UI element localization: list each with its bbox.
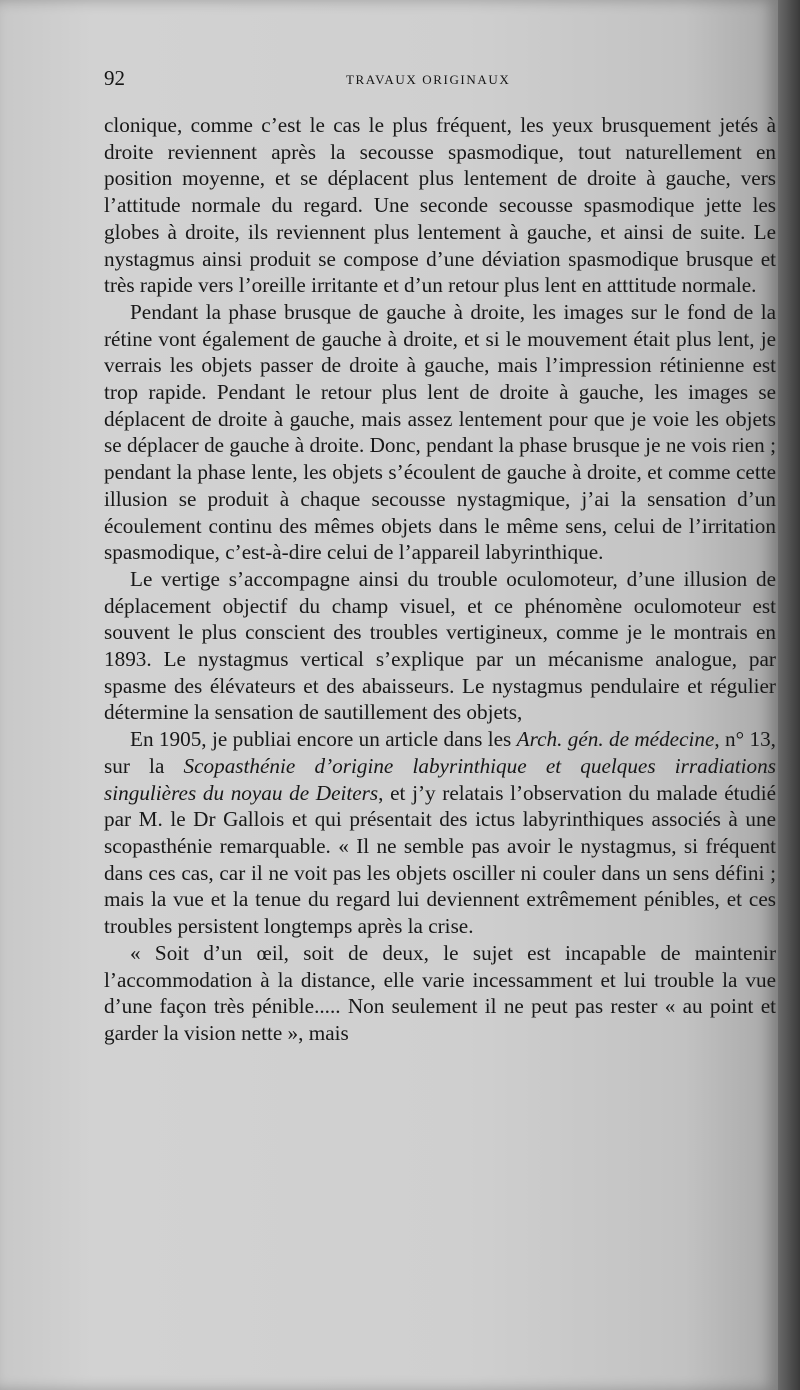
page-number: 92 [104, 66, 125, 90]
journal-reference: Arch. gén. de médecine [516, 727, 715, 752]
paragraph-quotation: « Soit d’un œil, soit de deux, le sujet est incapable de maintenir l’accommodation à la distance, elle varie incessamment et lui trouble la vue d’une façon très pénible..... Non seulement il ne peut pas rester « au point et garder la vision nette », mais [104, 940, 776, 1045]
running-title: TRAVAUX ORIGINAUX [346, 72, 511, 87]
paragraph-nystagmus-mechanism: clonique, comme c’est le cas le plus fréquent, les yeux brusquement jetés à droite reviennent après la secousse spasmodique, tout naturellement en position moyenne, et se déplacent plus lentement de droite à gauche, vers l’attitude normale du regard. Une seconde secousse spasmodique jette les globes à droite, ils reviennent plus lentement à gauche, et ainsi de suite. Le nystagmus ainsi produit se compose d’une déviation spasmodique brusque et très rapide vers l’oreille irritante et d’un retour plus lent en atttitude normale. [104, 113, 776, 298]
text-run: , et j’y relatais l’observation du malade étudié par M. le Dr Gallois et qui présentait des ictus labyrinthiques associés à une scopasthénie remarquable. « Il ne semble pas avoir le nystagmus, si fréquent dans ces cas, car il ne voit pas les objets osciller ni couler dans un sens défini ; mais la vue et la tenue du regard lui deviennent extrêmement pénibles, et ces troubles persistent longtemps après la crise. [104, 780, 776, 939]
article-title: Scopasthénie d’origine labyrinthique et quelques irradiations singulières du noyau de Deiters [104, 753, 776, 805]
page-edge [778, 0, 800, 1390]
paragraph-vertige: Le vertige s’accompagne ainsi du trouble oculomoteur, d’une illusion de déplacement objectif du champ visuel, et ce phénomène oculomoteur est souvent le plus conscient des troubles vertigineux, comme je le montrais en 1893. Le nystagmus vertical s’explique par un mécanisme analogue, par spasme des élévateurs et des abaisseurs. Le nystagmus pendulaire et régulier détermine la sensation de sautillement des objets, [104, 566, 776, 725]
paragraph-phase-brusque: Pendant la phase brusque de gauche à droite, les images sur le fond de la rétine vont également de gauche à droite, et si le mouvement était plus lent, je verrais les objets passer de droite à gauche, mais l’impression rétinienne est trop rapide. Pendant le retour plus lent de droite à gauche, les images se déplacent de droite à gauche, mais assez lentement pour que je voie les objets se déplacer de gauche à droite. Donc, pendant la phase brusque je ne vois rien ; pendant la phase lente, les objets s’écoulent de gauche à droite, et comme cette illusion se produit à chaque secousse nystagmique, j’ai la sensation d’un écoulement continu des mêmes objets dans le même sens, celui de l’irritation spasmodique, c’est-à-dire celui de l’appareil labyrinthique. [104, 299, 776, 565]
text-run: , n° 13, sur la [104, 727, 776, 778]
text-run: En 1905, je publiai encore un article dans les [130, 727, 517, 752]
paragraph-1905-article [104, 726, 776, 940]
body-text [104, 112, 776, 1047]
running-head [104, 66, 764, 96]
